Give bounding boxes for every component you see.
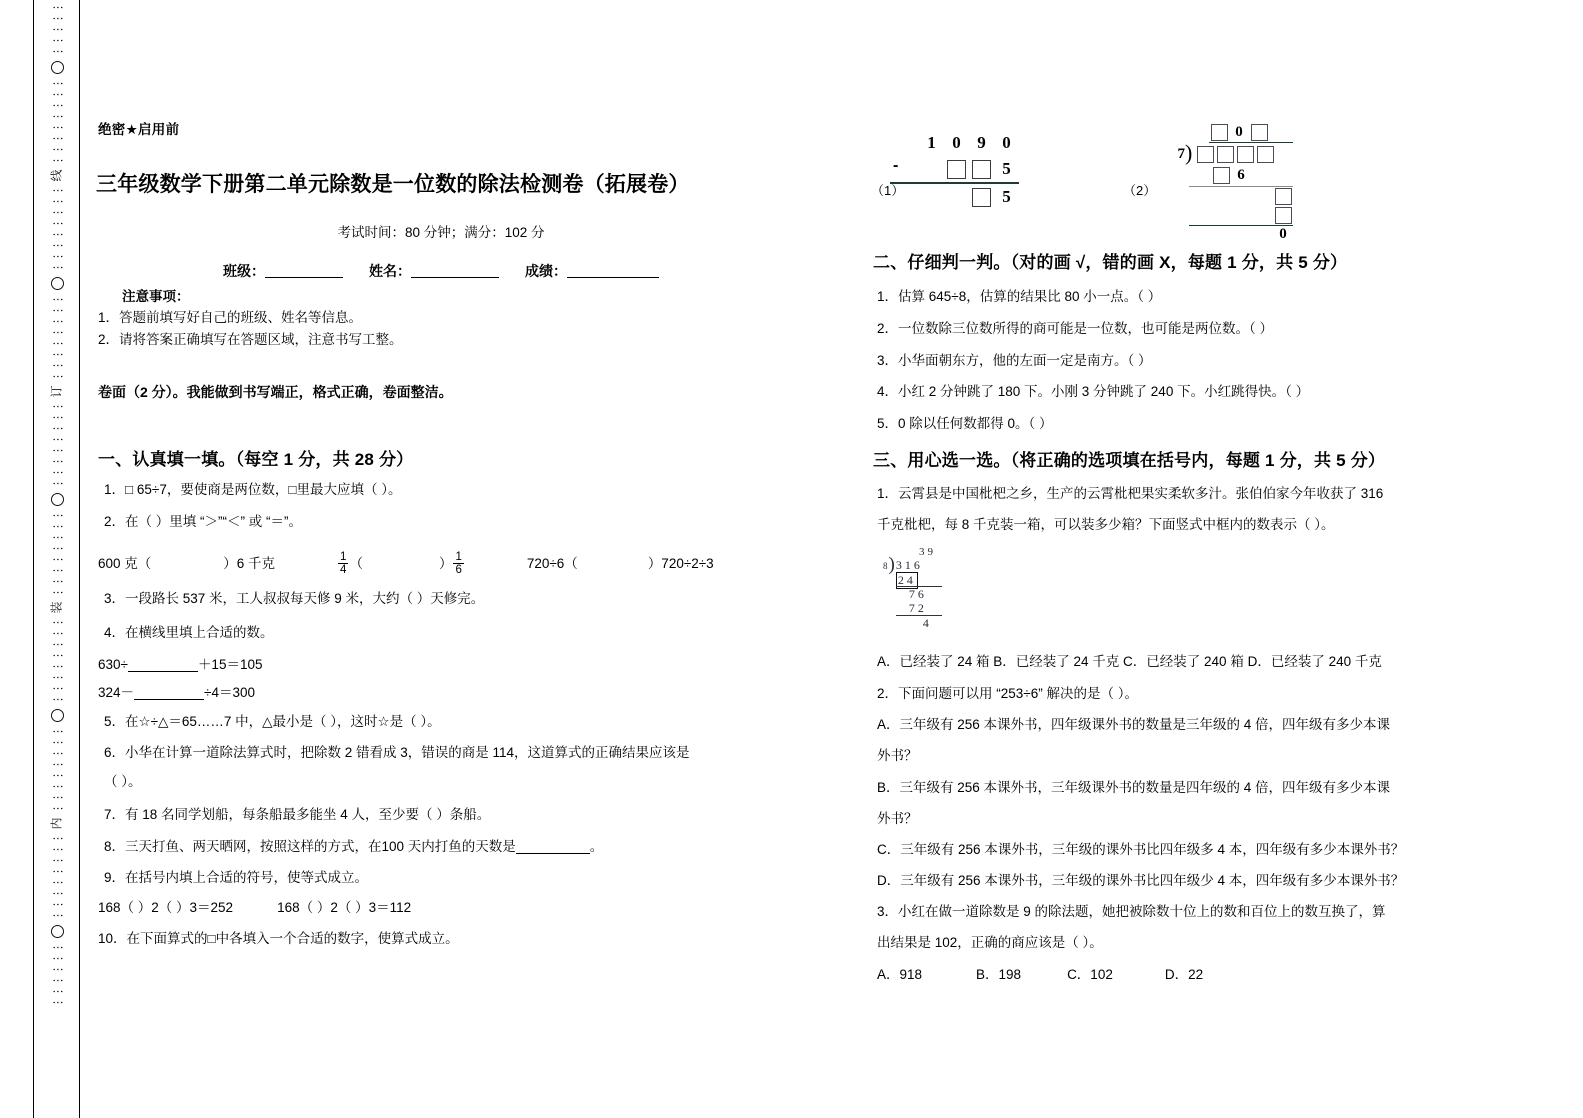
s3-q2-stem: 2．下面问题可以用 “253÷6” 解决的是（ ）。 (877, 686, 1138, 701)
answer-box[interactable] (1273, 187, 1293, 206)
minuend-digit: 1 (927, 133, 936, 152)
q4a-prefix: 630÷ (98, 657, 128, 672)
q4a-suffix: ＋15＝105 (197, 657, 263, 672)
s1-question-1: 1．□ 65÷7，要使商是两位数，□里最大应填（ ）。 (104, 482, 402, 497)
fraction-one-quarter: $\frac{1}{4}$ (340, 551, 347, 577)
minuend-digit: 0 (952, 133, 961, 152)
subtrahend-row (919, 156, 1019, 182)
fraction-one-sixth: $\frac{1}{6}$ (455, 551, 462, 577)
s1-question-9-row (98, 901, 411, 915)
figure-column (896, 558, 942, 630)
score-input-blank[interactable] (567, 262, 659, 278)
binding-circle (51, 925, 64, 938)
partial-product-row (1211, 165, 1293, 185)
s1-question-4a (98, 657, 262, 672)
figure-bring-down: 76 (908, 587, 927, 601)
difference-row (919, 184, 1019, 210)
binding-char-ding: 订 (49, 385, 64, 398)
remainder-digit: 0 (1279, 226, 1287, 242)
q4b-answer-blank[interactable] (134, 685, 204, 700)
answer-box[interactable] (969, 160, 994, 179)
minuend-digit: 9 (977, 133, 986, 152)
binding-track (49, 0, 65, 1118)
s1-question-9-stem: 9．在括号内填上合适的符号，使等式成立。 (104, 870, 369, 885)
notice-item: 1．答题前填写好自己的班级、姓名等信息。 (98, 310, 363, 325)
binding-circle (51, 277, 64, 290)
binding-rule-left (33, 0, 34, 1118)
binding-dots: ⋮⋮⋮⋮⋮⋮ (51, 942, 64, 1008)
q4b-suffix: ÷4＝300 (204, 685, 255, 700)
figure-remainder: 4 (922, 616, 932, 630)
compare-item-b-close: ） (438, 556, 453, 572)
subtrahend-digit: 5 (1002, 159, 1011, 178)
figure-boxed-partial-wrap (896, 572, 942, 586)
section-three-heading: 三、用心选一选。（将正确的选项填在括号内，每题 1 分，共 5 分） (873, 451, 1386, 470)
vertical-problem-2-label: （2） (1123, 183, 1157, 198)
s2-item-1: 1．估算 645÷8，估算的结果比 80 小一点。（ ） (877, 289, 1162, 304)
division-hook-icon: ) (888, 554, 895, 575)
figure-divisor: 8 (883, 561, 888, 571)
figure-boxed-partial: 24 (897, 573, 916, 587)
q8-answer-blank[interactable] (516, 839, 590, 854)
binding-dots: ⋮⋮⋮⋮⋮⋮⋮⋮ (51, 185, 64, 273)
vertical-problems-area (871, 118, 1496, 242)
binding-dots: ⋮⋮⋮⋮⋮⋮⋮⋮ (51, 833, 64, 921)
answer-box[interactable] (1255, 143, 1275, 165)
s3-q3-option-d[interactable]: D．22 (1164, 967, 1204, 982)
compare-item-c-right: ）720÷2÷3 (647, 556, 714, 572)
class-input-blank[interactable] (265, 262, 343, 278)
section-two-heading: 二、仔细判一判。（对的画 √，错的画 X，每题 1 分，共 5 分） (873, 253, 1348, 272)
s3-q3-option-b[interactable]: B．198 (976, 967, 1022, 982)
answer-box[interactable] (1273, 206, 1293, 225)
answer-box[interactable] (1195, 143, 1215, 165)
name-label: 姓名： (369, 263, 411, 279)
q9-equation-a: 168（ ）2（ ）3＝252 (98, 900, 234, 915)
student-id-line (96, 261, 786, 281)
answer-box[interactable] (944, 160, 969, 179)
binding-dots: ⋮⋮⋮⋮⋮⋮⋮⋮ (51, 617, 64, 705)
bring-down-row (1171, 187, 1293, 206)
s1-question-6-line1: 6．小华在计算一道除法算式时，把除数 2 错看成 3，错误的商是 114，这道算式的正确结果应该是 (104, 745, 690, 760)
binding-rule-right (79, 0, 80, 1118)
figure-subtract: 72 (908, 601, 927, 615)
page-title: 三年级数学下册第二单元除数是一位数的除法检测卷（拓展卷） (96, 173, 690, 196)
division-hook-icon: ) (1185, 140, 1193, 165)
q8-suffix: 。 (589, 839, 604, 854)
vertical-division-problem (1171, 122, 1293, 243)
compare-item-a-right: ）6 千克 (223, 556, 276, 572)
s1-question-8 (104, 839, 603, 854)
s1-question-4b (98, 685, 255, 700)
compare-item-a-left: 600 克（ (98, 556, 152, 572)
binding-dots: ⋮⋮⋮⋮⋮ (51, 2, 64, 57)
s3-q1-line1: 1．云霄县是中国枇杷之乡，生产的云霄枇杷果实柔软多汁。张伯伯家今年收获了 316 (877, 486, 1384, 501)
secret-label: 绝密★启用前 (98, 122, 180, 137)
s1-question-4-stem: 4．在横线里填上合适的数。 (104, 625, 274, 640)
s3-q2-option-a-line2: 外书？ (877, 748, 918, 763)
s3-q3-line2: 出结果是 102，正确的商应该是（ ）。 (877, 935, 1103, 950)
s1-question-2-stem: 2．在（ ）里填 “＞”“＜” 或 “＝”。 (104, 514, 302, 529)
quotient-row (1209, 122, 1293, 142)
binding-char-nei: 内 (49, 817, 64, 830)
binding-dots: ⋮⋮⋮⋮⋮⋮⋮⋮ (51, 510, 64, 598)
answer-box[interactable] (1215, 143, 1235, 165)
partial-digit: 6 (1237, 166, 1245, 183)
notice-item: 2．请将答案正确填写在答题区域，注意书写工整。 (98, 332, 403, 347)
s2-item-3: 3．小华面朝东方，他的左面一定是南方。（ ） (877, 353, 1152, 368)
q4b-prefix: 324－ (98, 685, 135, 700)
binding-dots: ⋮⋮⋮⋮⋮⋮⋮⋮ (51, 78, 64, 166)
q4a-answer-blank[interactable] (128, 657, 198, 672)
section-one-heading: 一、认真填一填。（每空 1 分，共 28 分） (98, 450, 414, 469)
binding-dots: ⋮⋮⋮⋮⋮⋮⋮⋮ (51, 294, 64, 382)
exam-meta: 考试时间：80 分钟；满分：102 分 (337, 225, 545, 240)
second-subtract-row (1171, 206, 1293, 225)
s3-q2-option-b-line1[interactable]: B．三年级有 256 本课外书，三年级课外书的数量是四年级的 4 倍，四年级有多少本课 (877, 780, 1391, 795)
s1-question-2-row (98, 552, 778, 577)
compare-item-c-left: 720÷6（ (526, 556, 578, 572)
exam-page (96, 0, 1566, 1118)
s2-item-4: 4．小红 2 分钟跳了 180 下。小刚 3 分钟跳了 240 下。小红跳得快。（ ） (877, 384, 1310, 399)
s3-q2-option-c[interactable]: C．三年级有 256 本课外书，三年级的课外书比四年级多 4 本，四年级有多少本课外书？ (877, 842, 1405, 857)
s3-q3-option-c[interactable]: C．102 (1067, 967, 1113, 982)
cover-note: 卷面（2 分）。我能做到书写端正，格式正确，卷面整洁。 (98, 384, 453, 400)
divisor-digit: 7 (1177, 146, 1185, 162)
vertical-subtraction-problem (893, 130, 1019, 210)
q9-equation-b: 168（ ）2（ ）3＝112 (277, 900, 412, 915)
binding-circle (51, 61, 64, 74)
minuend-digit: 0 (1002, 133, 1011, 152)
q8-prefix: 8．三天打鱼、两天晒网，按照这样的方式，在100 天内打鱼的天数是 (104, 839, 516, 854)
binding-char-zhuang: 装 (49, 601, 64, 614)
s2-item-2: 2．一位数除三位数所得的商可能是一位数，也可能是两位数。（ ） (877, 321, 1274, 336)
dividend-row (1171, 140, 1293, 165)
answer-box[interactable] (1209, 122, 1229, 142)
s3-q3-option-a[interactable]: A．918 (877, 967, 923, 982)
answer-box[interactable] (1249, 122, 1269, 142)
compare-item-b-open: （ (349, 556, 363, 572)
figure-dividend: 316 (895, 558, 923, 572)
s1-question-5: 5．在☆÷△＝65……7 中，△最小是（ ），这时☆是（ ）。 (104, 714, 441, 729)
binding-circle (51, 493, 64, 506)
difference-digit: 5 (1002, 187, 1011, 206)
quotient-digit: 0 (1235, 123, 1243, 140)
s3-q2-option-a-line1[interactable]: A．三年级有 256 本课外书，四年级课外书的数量是三年级的 4 倍，四年级有多少本课 (877, 717, 1391, 732)
binding-dots: ⋮⋮⋮⋮⋮⋮⋮⋮ (51, 726, 64, 814)
answer-box[interactable] (1211, 165, 1231, 185)
name-input-blank[interactable] (411, 262, 499, 278)
answer-box[interactable] (1235, 143, 1255, 165)
figure-quotient: 39 (919, 546, 936, 558)
binding-margin (33, 0, 81, 1118)
class-label: 班级： (223, 263, 265, 279)
s3-q2-option-b-line2: 外书？ (877, 811, 918, 826)
vertical-problem-1-label: （1） (871, 183, 905, 198)
s1-question-7: 7．有 18 名同学划船，每条船最多能坐 4 人，至少要（ ）条船。 (104, 807, 491, 822)
score-label: 成绩： (525, 263, 567, 279)
s3-q1-division-figure (883, 546, 942, 630)
s3-q1-options[interactable]: A．已经装了 24 箱 B．已经装了 24 千克 C．已经装了 240 箱 D．已经装了 240 千克 (877, 654, 1382, 669)
figure-body (883, 554, 942, 630)
s2-item-5: 5．0 除以任何数都得 0。（ ） (877, 416, 1053, 431)
minuend-row (919, 130, 1019, 156)
s3-q3-options (877, 968, 1203, 982)
s1-question-10: 10．在下面算式的□中各填入一个合适的数字，使算式成立。 (98, 931, 459, 946)
s1-question-6-line2: （ ）。 (104, 774, 142, 789)
binding-dots: ⋮⋮⋮⋮⋮⋮⋮⋮ (51, 401, 64, 489)
s3-q1-line2: 千克枇杷，每 8 千克装一箱，可以装多少箱？下面竖式中框内的数表示（ ）。 (877, 517, 1335, 532)
remainder-row (1171, 226, 1293, 243)
answer-box[interactable] (969, 188, 994, 207)
s3-q3-line1: 3．小红在做一道除数是 9 的除法题，她把被除数十位上的数和百位上的数互换了，算 (877, 904, 1386, 919)
binding-char-xian: 线 (49, 169, 64, 182)
minus-operator: - (893, 157, 899, 174)
s1-question-3: 3．一段路长 537 米，工人叔叔每天修 9 米，大约（ ）天修完。 (104, 591, 485, 606)
notice-title: 注意事项： (122, 289, 190, 304)
binding-circle (51, 709, 64, 722)
s3-q2-option-d[interactable]: D．三年级有 256 本课外书，三年级的课外书比四年级少 4 本，四年级有多少本课外书？ (877, 873, 1405, 888)
